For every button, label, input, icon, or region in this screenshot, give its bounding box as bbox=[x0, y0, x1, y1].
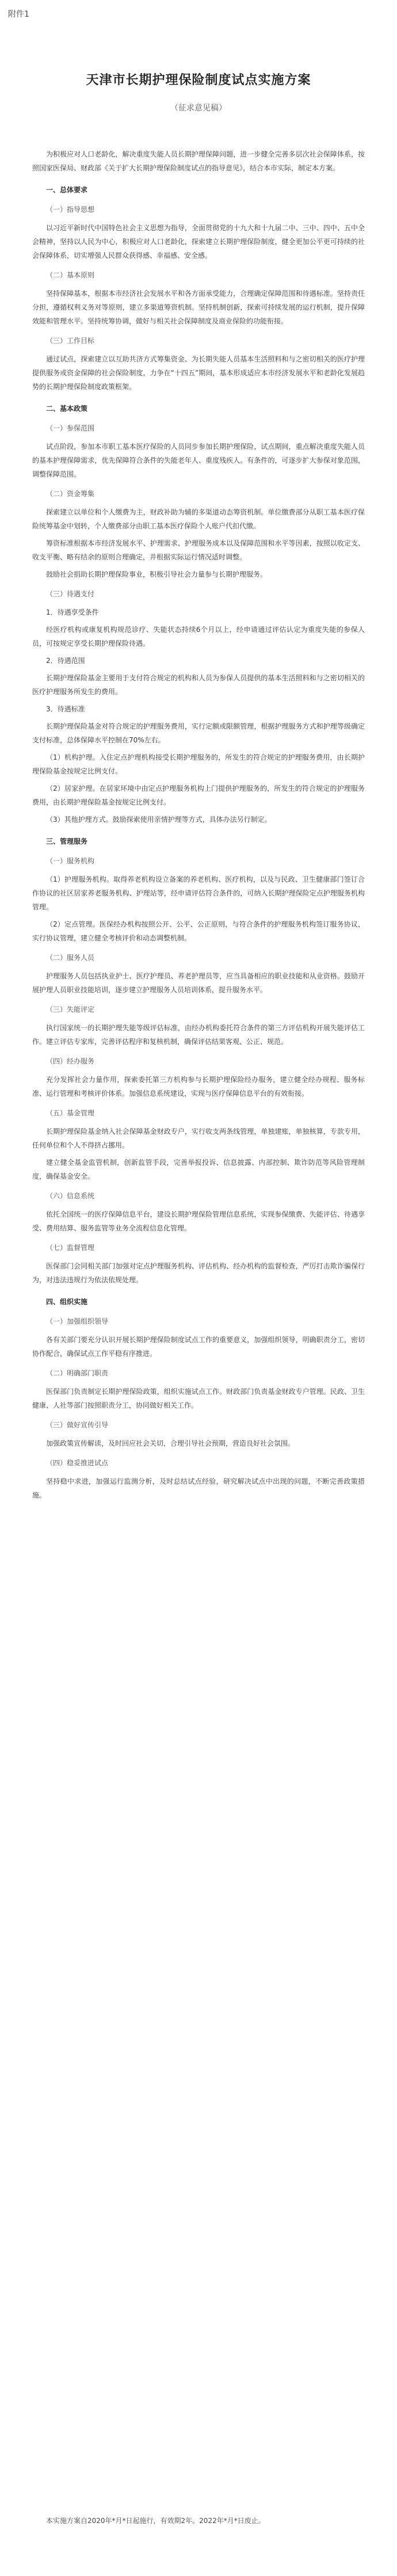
body-paragraph: 医保部门会同相关部门加强对定点护理服务机构、评估机构、经办机构的监督检查，严厉打击欺诈骗保行为，对违法违规行为依法依规处理。 bbox=[32, 1262, 365, 1284]
list-item: （3）其他护理方式。鼓励探索使用亲情护理等方式，具体办法另行制定。 bbox=[46, 816, 272, 824]
subsection-heading: （四）经办服务 bbox=[46, 1057, 95, 1065]
body-paragraph: 坚持保障基本，根据本市经济社会发展水平和各方面承受能力，合理确定保障范围和待遇标准。坚持责任分担，遵循权利义务对等原则，建立多渠道筹资机制。坚持机制创新，探索可持续发展的运行机制，提升保障效能和管理水平。坚持统筹协调，做好与相关社会保障制度及商业保险的功能衔接。 bbox=[32, 289, 365, 325]
list-item: （1）护理服务机构。取得养老机构设立备案的养老机构、医疗机构，以及与民政、卫生健康部门签订合作协议的社区居家养老服务机构、护理站等，经申请评估符合条件的，可纳入长期护理保险定点护理服务机构管理。 bbox=[32, 875, 365, 911]
body-paragraph: 探索建立以单位和个人缴费为主，财政补助为辅的多渠道动态筹资机制。单位缴费部分从职工基本医疗保险统筹基金中划转，个人缴费部分由职工基本医疗保险个人账户代扣代缴。 bbox=[32, 508, 365, 530]
list-item: 2．待遇范围 bbox=[46, 657, 85, 665]
body-paragraph: 鼓励社会捐助长期护理保险事业，积极引导社会力量参与长期护理服务。 bbox=[46, 570, 268, 578]
body-paragraph: 加强政策宣传解读，及时回应社会关切，合理引导社会预期，营造良好社会氛围。 bbox=[46, 1439, 295, 1447]
body-paragraph: 执行国家统一的长期护理失能等级评估标准，由经办机构委托符合条件的第三方评估机构开展失能评估工作。建立评估专家库，完善评估程序和复核机制，确保评估结果客观、公正、规范。 bbox=[32, 1024, 365, 1046]
body-paragraph: 通过试点，探索建立以互助共济方式筹集资金、为长期失能人员基本生活照料和与之密切相关的医疗护理提供服务或资金保障的社会保险制度，力争在“十四五”期间，基本形成适应本市经济发展水平和老龄化发展趋势的长期护理保险制度政策框架。 bbox=[32, 355, 365, 391]
body-paragraph: 护理服务人员包括执业护士、医疗护理员、养老护理员等，应当具备相应的职业技能和从业资格。鼓励开展护理人员职业技能培训，逐步建立护理服务人员培训体系，提升服务水平。 bbox=[32, 972, 365, 994]
page-title: 天津市长期护理保险制度试点实施方案 bbox=[86, 73, 311, 87]
body-paragraph: 试点阶段，参加本市职工基本医疗保险的人员同步参加长期护理保险，试点期间，重点解决重度失能人员的基本护理保障需求，优先保障符合条件的失能老年人、重度残疾人。有条件的，可逐步扩大参保对象范围，调整保障范围。 bbox=[32, 443, 365, 478]
subsection-heading: （一）指导思想 bbox=[46, 205, 95, 214]
body-paragraph: 长期护理保险基金纳入社会保障基金财政专户，实行收支两条线管理，单独建账，单独核算，专款专用，任何单位和个人不得挤占挪用。 bbox=[32, 1127, 365, 1149]
section-heading: 三、管理服务 bbox=[46, 837, 88, 845]
subsection-heading: （二）基本原则 bbox=[46, 271, 95, 279]
body-paragraph: 依托全国统一的医疗保障信息平台，建设长期护理保险管理信息系统，实现参保缴费、失能评估、待遇享受、费用结算、服务监管等业务全流程信息化管理。 bbox=[32, 1210, 365, 1232]
body-paragraph: 充分发挥社会力量作用，探索委托第三方机构参与长期护理保险经办服务，建立健全经办规程、服务标准、运行管理和考核评价体系。加强信息系统建设，实现与医疗保障信息平台的有效衔接。 bbox=[32, 1076, 365, 1098]
subsection-heading: （二）资金筹集 bbox=[46, 490, 95, 498]
subsection-heading: （五）基金管理 bbox=[46, 1109, 95, 1117]
body-paragraph: 以习近平新时代中国特色社会主义思想为指导，全面贯彻党的十九大和十九届二中、三中、四中、五中全会精神，坚持以人民为中心，积极应对人口老龄化，探索建立长期护理保险制度，健全更加公平更可持续的社会保障体系，切实增强人民群众获得感、幸福感、安全感。 bbox=[32, 224, 365, 260]
document-footer: 本实施方案自2020年*月*日起施行，有效期2年。2022年*月*日废止。 bbox=[46, 2517, 265, 2525]
list-item: （2）居家护理。在居家环境中由定点护理服务机构上门提供护理服务的，所发生的符合规定的护理服务费用，由长期护理保险基金按规定比例支付。 bbox=[32, 784, 365, 806]
list-item: （1）机构护理。入住定点护理机构接受长期护理服务的，所发生的符合规定的护理服务费用，由长期护理保险基金按规定比例支付。 bbox=[32, 753, 365, 775]
body-paragraph: 筹资标准根据本市经济发展水平、护理需求、护理服务成本以及保障范围和水平等因素，按照以收定支、收支平衡、略有结余的原则合理确定，并根据实际运行情况适时调整。 bbox=[32, 539, 365, 561]
section-heading: 二、基本政策 bbox=[46, 405, 88, 413]
document-body bbox=[32, 147, 365, 1506]
page-subtitle: （征求意见稿） bbox=[170, 104, 227, 113]
subsection-heading: （四）稳妥推进试点 bbox=[46, 1459, 109, 1467]
subsection-heading: （一）参保范围 bbox=[46, 424, 95, 432]
section-heading: 一、总体要求 bbox=[46, 186, 88, 194]
list-item: （2）定点管理。医保经办机构按照公开、公平、公正原则，与符合条件的护理服务机构签订服务协议，实行协议管理，建立健全考核评价和动态调整机制。 bbox=[32, 920, 365, 942]
subsection-heading: （二）明确部门职责 bbox=[46, 1369, 109, 1377]
attachment-label: 附件1 bbox=[8, 10, 29, 19]
subsection-heading: （三）做好宣传引导 bbox=[46, 1421, 109, 1429]
list-item: 长期护理保险基金主要用于支付符合规定的机构和人员为参保人员提供的基本生活照料和与之密切相关的医疗护理服务所发生的费用。 bbox=[32, 674, 365, 696]
subsection-heading: （三）失能评定 bbox=[46, 1005, 95, 1013]
list-item: 长期护理保险基金对符合规定的护理服务费用，实行定额或限额管理，根据护理服务方式和护理等级确定支付标准，总体保障水平控制在70%左右。 bbox=[32, 722, 365, 744]
subsection-heading: （二）服务人员 bbox=[46, 954, 95, 962]
intro-paragraph: 为积极应对人口老龄化，解决重度失能人员长期护理保障问题，进一步健全完善多层次社会保障体系，按照国家医保局、财政部《关于扩大长期护理保险制度试点的指导意见》，结合本市实际，制定本方案。 bbox=[32, 150, 365, 172]
body-paragraph: 坚持稳中求进，加强运行监测分析，及时总结试点经验，研究解决试点中出现的问题，不断完善政策措施。 bbox=[32, 1477, 365, 1499]
subsection-heading: （三）工作目标 bbox=[46, 337, 95, 345]
subsection-heading: （六）信息系统 bbox=[46, 1192, 95, 1200]
list-item: 经医疗机构或康复机构规范诊疗、失能状态持续6个月以上，经申请通过评估认定为重度失能的参保人员，可按规定享受长期护理保险待遇。 bbox=[32, 626, 365, 647]
list-item: 3．待遇标准 bbox=[46, 705, 85, 713]
body-paragraph: 建立健全基金监管机制，创新监管手段，完善举报投诉、信息披露、内部控制、欺诈防范等风险管理制度，确保基金安全。 bbox=[32, 1159, 365, 1180]
subsection-heading: （三）待遇支付 bbox=[46, 590, 95, 598]
subsection-heading: （七）监督管理 bbox=[46, 1244, 95, 1252]
subsection-heading: （一）加强组织领导 bbox=[46, 1317, 109, 1325]
body-paragraph: 医保部门负责制定长期护理保险政策，组织实施试点工作。财政部门负责基金财政专户管理。民政、卫生健康、人社等部门按照职责分工，协同做好相关工作。 bbox=[32, 1388, 365, 1409]
list-item: 1．待遇享受条件 bbox=[46, 608, 99, 616]
subsection-heading: （一）服务机构 bbox=[46, 857, 95, 865]
section-heading: 四、组织实施 bbox=[46, 1298, 88, 1306]
body-paragraph: 各有关部门要充分认识开展长期护理保险制度试点工作的重要意义，加强组织领导，明确职责分工，密切协作配合，确保试点工作平稳有序推进。 bbox=[32, 1336, 365, 1358]
